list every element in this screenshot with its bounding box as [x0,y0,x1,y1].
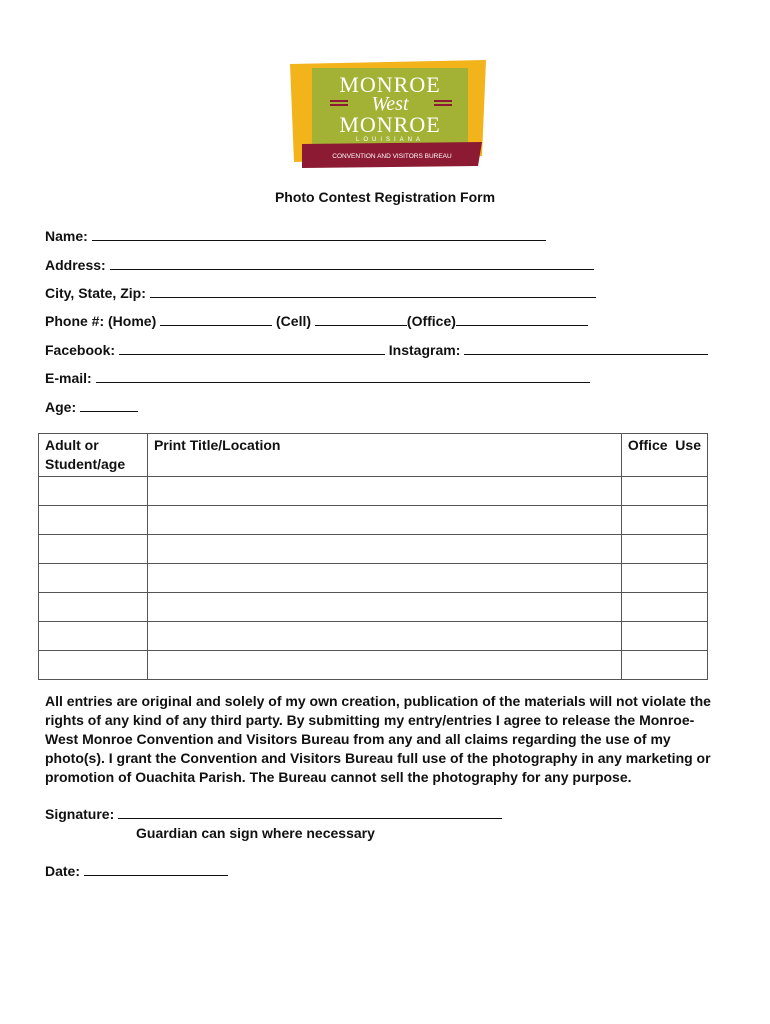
cell-entry-type[interactable] [39,477,148,506]
instagram-label: Instagram: [388,342,461,358]
city-label: City, State, Zip: [45,285,146,301]
table-header-row [39,434,708,477]
phone-home-label: Phone #: (Home) [45,313,157,329]
phone-row [45,313,588,329]
header-office-use: Office Use [621,434,707,477]
logo-bureau: CONVENTION AND VISITORS BUREAU [332,153,452,160]
address-field[interactable] [110,257,594,270]
cell-entry-type[interactable] [39,564,148,593]
facebook-label: Facebook: [45,342,116,358]
phone-home-field[interactable] [160,313,272,326]
cell-entry-type[interactable] [39,506,148,535]
table-row [39,651,708,680]
table-row [39,506,708,535]
name-row [45,228,546,244]
cell-title-location[interactable] [147,564,621,593]
cell-entry-type[interactable] [39,535,148,564]
name-label: Name: [45,228,88,244]
logo-state: LOUISIANA [355,137,425,143]
table-row [39,622,708,651]
instagram-field[interactable] [464,342,708,355]
cell-office-use [621,506,707,535]
header-adult-student: Adult or Student/age [39,434,148,477]
address-row [45,257,594,273]
cell-office-use [621,535,707,564]
cell-title-location[interactable] [147,593,621,622]
cell-title-location[interactable] [147,651,621,680]
cell-title-location[interactable] [147,622,621,651]
email-label: E-mail: [45,370,92,386]
form-title: Photo Contest Registration Form [274,189,496,205]
monroe-west-monroe-logo [288,58,488,170]
logo-line2: West [371,93,409,115]
cell-entry-type[interactable] [39,651,148,680]
phone-office-field[interactable] [456,313,588,326]
email-row [45,370,590,386]
phone-office-label: (Office) [406,313,456,329]
table-row [39,564,708,593]
logo-line1: MONROE [339,72,441,97]
age-label: Age: [45,399,77,415]
logo-line3: MONROE [339,112,441,137]
entries-table [38,433,708,680]
date-row [45,863,228,879]
phone-cell-field[interactable] [315,313,407,326]
social-row [45,342,708,358]
date-label: Date: [45,863,81,879]
email-field[interactable] [96,370,590,383]
table-row [39,593,708,622]
signature-row [45,806,502,822]
cell-office-use [621,651,707,680]
cell-office-use [621,622,707,651]
city-field[interactable] [150,285,596,298]
signature-field[interactable] [118,806,502,819]
guardian-note: Guardian can sign where necessary [136,825,375,841]
cell-entry-type[interactable] [39,622,148,651]
age-row [45,399,138,415]
age-field[interactable] [80,399,138,412]
cell-title-location[interactable] [147,535,621,564]
cell-office-use [621,593,707,622]
cell-office-use [621,477,707,506]
date-field[interactable] [84,863,228,876]
header-print-title: Print Title/Location [147,434,621,477]
cell-title-location[interactable] [147,477,621,506]
cell-title-location[interactable] [147,506,621,535]
phone-cell-label: (Cell) [276,313,312,329]
city-row [45,285,596,301]
table-row [39,535,708,564]
table-row [39,477,708,506]
cell-office-use [621,564,707,593]
cell-entry-type[interactable] [39,593,148,622]
agreement-text: All entries are original and solely of my own creation, publication of the materials will not violate the rights of any kind of any third party. By submitting my entry/entries I agree to release the Monroe-West Monroe Convention and Visitors Bureau from any and all claims regarding the use of my photo(s). I grant the Convention and Visitors Bureau full use of the photography in any marketing or promotion of Ouachita Parish. The Bureau cannot sell the photography for any purpose. [45,693,711,785]
facebook-field[interactable] [119,342,385,355]
signature-label: Signature: [45,806,115,822]
address-label: Address: [45,257,106,273]
name-field[interactable] [92,228,546,241]
